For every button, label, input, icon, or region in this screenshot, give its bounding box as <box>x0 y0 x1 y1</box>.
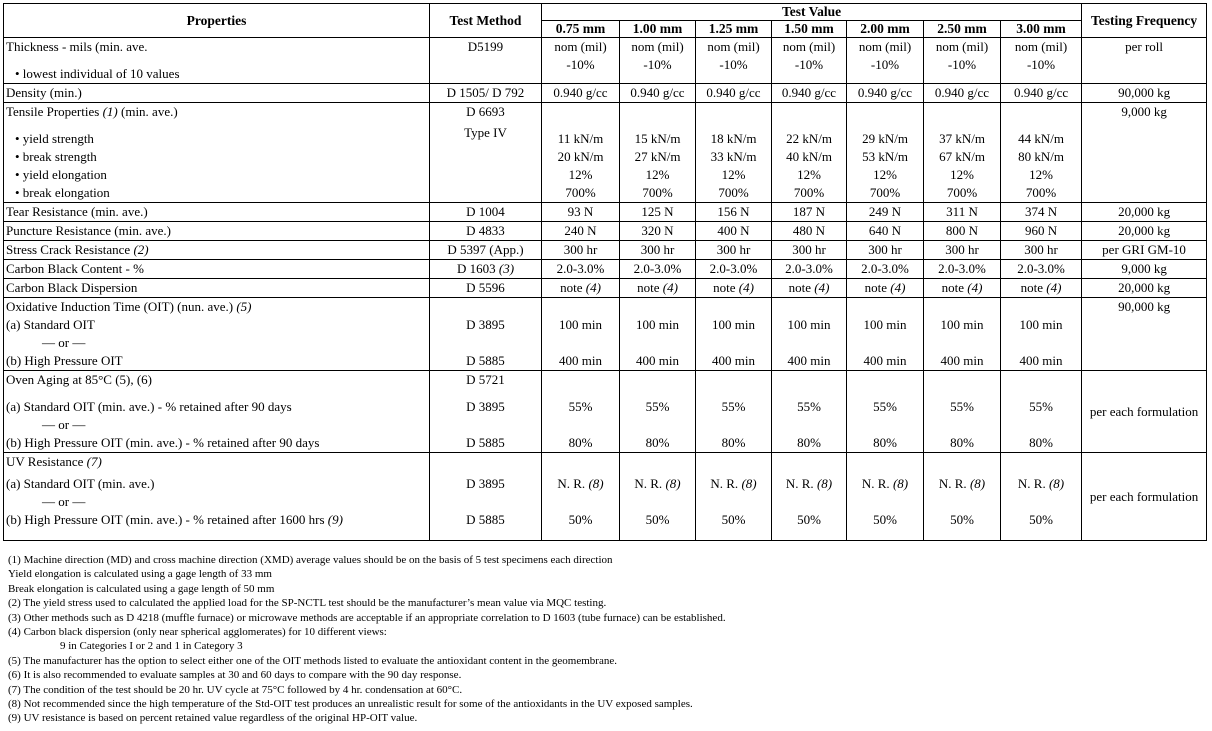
oit-values: 100 min 400 min <box>1001 298 1082 371</box>
oven-method: D 5721 <box>466 372 505 387</box>
uv-hp-method: D 5885 <box>466 512 505 527</box>
tear-value: 311 N <box>924 203 1001 222</box>
tear-value: 93 N <box>542 203 620 222</box>
stress-crack-label-cell <box>4 241 430 260</box>
carbon-content-value: 2.0-3.0% <box>542 260 620 279</box>
tensile-method-type: Type IV <box>464 125 507 140</box>
carbon-content-label: Carbon Black Content - % <box>4 260 430 279</box>
puncture-value: 640 N <box>847 222 924 241</box>
oven-label-cell <box>4 371 430 453</box>
footnote: Break elongation is calculated using a gage length of 50 mm <box>8 582 275 595</box>
header-row-1 <box>4 4 1207 21</box>
stress-crack-value: 300 hr <box>924 241 1001 260</box>
density-value: 0.940 g/cc <box>542 84 620 103</box>
footnote: (4) Carbon black dispersion (only near spherical agglomerates) for 10 different views: <box>8 626 387 639</box>
carbon-dispersion-frequency: 20,000 kg <box>1082 279 1207 298</box>
density-value: 0.940 g/cc <box>847 84 924 103</box>
footnote: 9 in Categories I or 2 and 1 in Category 3 <box>60 640 243 653</box>
carbon-dispersion-value: note (4) <box>696 279 772 298</box>
carbon-dispersion-value: note (4) <box>847 279 924 298</box>
density-value: 0.940 g/cc <box>772 84 847 103</box>
stress-crack-value: 300 hr <box>847 241 924 260</box>
footnote: (9) UV resistance is based on percent retained value regardless of the original HP-OIT value. <box>8 712 418 725</box>
tear-value: 156 N <box>696 203 772 222</box>
thickness-value: nom (mil) -10% <box>696 38 772 84</box>
footnote: (5) The manufacturer has the option to select either one of the OIT methods listed to evaluate the antioxidant content in the geomembrane. <box>8 654 617 667</box>
tensile-sub: • break strength <box>15 149 97 164</box>
stress-crack-value: 300 hr <box>620 241 696 260</box>
tensile-method-cell <box>430 103 542 203</box>
oit-values: 100 min 400 min <box>924 298 1001 371</box>
tear-frequency: 20,000 kg <box>1082 203 1207 222</box>
puncture-value: 400 N <box>696 222 772 241</box>
tear-value: 249 N <box>847 203 924 222</box>
carbon-content-value: 2.0-3.0% <box>696 260 772 279</box>
tensile-label: Tensile Properties <box>6 104 100 119</box>
uv-values: N. R. (8) 50% <box>542 453 620 541</box>
puncture-value: 960 N <box>1001 222 1082 241</box>
oit-values: 100 min 400 min <box>772 298 847 371</box>
header-test-method: Test Method <box>430 4 542 38</box>
puncture-value: 320 N <box>620 222 696 241</box>
puncture-value: 240 N <box>542 222 620 241</box>
row-density <box>4 84 1207 103</box>
row-uv <box>4 453 1207 541</box>
oven-values: 55% 80% <box>542 371 620 453</box>
header-thickness: 2.50 mm <box>924 21 1001 38</box>
oit-values: 100 min 400 min <box>847 298 924 371</box>
oit-hp-method: D 5885 <box>466 353 505 368</box>
carbon-content-method-cell <box>430 260 542 279</box>
header-thickness: 2.00 mm <box>847 21 924 38</box>
density-label: Density (min.) <box>4 84 430 103</box>
uv-note: (7) <box>86 454 102 469</box>
oit-std-method: D 3895 <box>466 317 505 332</box>
header-frequency: Testing Frequency <box>1082 4 1207 38</box>
density-value: 0.940 g/cc <box>696 84 772 103</box>
tear-value: 374 N <box>1001 203 1082 222</box>
puncture-label: Puncture Resistance (min. ave.) <box>4 222 430 241</box>
tensile-values: 29 kN/m 53 kN/m 12% 700% <box>847 103 924 203</box>
row-tensile <box>4 103 1207 203</box>
oit-values: 100 min 400 min <box>542 298 620 371</box>
tensile-values: 22 kN/m 40 kN/m 12% 700% <box>772 103 847 203</box>
stress-crack-method: D 5397 (App.) <box>430 241 542 260</box>
row-oven-aging <box>4 371 1207 453</box>
oit-values: 100 min 400 min <box>696 298 772 371</box>
tensile-note: (1) <box>102 104 118 119</box>
tensile-values: 44 kN/m 80 kN/m 12% 700% <box>1001 103 1082 203</box>
carbon-content-note: (3) <box>498 261 515 276</box>
oven-method-cell <box>430 371 542 453</box>
oit-std-label: (a) Standard OIT <box>6 317 95 332</box>
uv-std-method: D 3895 <box>466 476 505 491</box>
oven-values: 55% 80% <box>696 371 772 453</box>
header-thickness: 1.25 mm <box>696 21 772 38</box>
stress-crack-frequency: per GRI GM-10 <box>1082 241 1207 260</box>
density-method: D 1505/ D 792 <box>430 84 542 103</box>
oit-label-cell <box>4 298 430 371</box>
header-properties: Properties <box>4 4 430 38</box>
oven-values: 55% 80% <box>772 371 847 453</box>
thickness-value: nom (mil) -10% <box>1001 38 1082 84</box>
uv-hp-label: (b) High Pressure OIT (min. ave.) - % retained after 1600 hrs <box>6 512 325 527</box>
stress-crack-value: 300 hr <box>542 241 620 260</box>
thickness-value: nom (mil) -10% <box>542 38 620 84</box>
uv-values: N. R. (8) 50% <box>696 453 772 541</box>
stress-crack-note: (2) <box>133 242 149 257</box>
oven-label: Oven Aging at 85°C (5), (6) <box>6 372 153 387</box>
tensile-sub: • break elongation <box>15 185 110 200</box>
specification-table <box>3 3 1207 541</box>
row-carbon-content <box>4 260 1207 279</box>
oven-std-label: (a) Standard OIT (min. ave.) - % retained after 90 days <box>6 399 292 414</box>
carbon-dispersion-method: D 5596 <box>430 279 542 298</box>
uv-values: N. R. (8) 50% <box>772 453 847 541</box>
thickness-sub: • lowest individual of 10 values <box>15 66 180 81</box>
oven-hp-method: D 5885 <box>466 435 505 450</box>
uv-std-label: (a) Standard OIT (min. ave.) <box>6 476 155 491</box>
row-puncture <box>4 222 1207 241</box>
tensile-values: 18 kN/m 33 kN/m 12% 700% <box>696 103 772 203</box>
uv-hp-note: (9) <box>327 512 343 527</box>
tear-value: 187 N <box>772 203 847 222</box>
tear-label: Tear Resistance (min. ave.) <box>4 203 430 222</box>
uv-frequency: per each formulation <box>1082 453 1207 541</box>
footnote: (8) Not recommended since the high temperature of the Std-OIT test produces an unrealistic result for some of the antioxidants in the UV exposed samples. <box>8 698 693 711</box>
footnote: (7) The condition of the test should be 20 hr. UV cycle at 75°C followed by 4 hr. condensation at 60°C. <box>8 683 463 696</box>
carbon-content-value: 2.0-3.0% <box>772 260 847 279</box>
oit-values: 100 min 400 min <box>620 298 696 371</box>
thickness-label: Thickness - mils (min. ave. <box>6 39 148 54</box>
puncture-frequency: 20,000 kg <box>1082 222 1207 241</box>
oit-hp-label: (b) High Pressure OIT <box>6 353 123 368</box>
tensile-method: D 6693 <box>466 104 505 119</box>
oit-or: — or — <box>42 335 86 350</box>
stress-crack-value: 300 hr <box>772 241 847 260</box>
thickness-method: D5199 <box>430 38 542 84</box>
tensile-values: 11 kN/m 20 kN/m 12% 700% <box>542 103 620 203</box>
oven-or: — or — <box>42 417 86 432</box>
tensile-frequency: 9,000 kg <box>1082 103 1207 203</box>
stress-crack-value: 300 hr <box>1001 241 1082 260</box>
thickness-value: nom (mil) -10% <box>924 38 1001 84</box>
footnote: Yield elongation is calculated using a gage length of 33 mm <box>8 568 272 581</box>
oven-std-method: D 3895 <box>466 399 505 414</box>
uv-values: N. R. (8) 50% <box>1001 453 1082 541</box>
row-thickness <box>4 38 1207 84</box>
header-test-value: Test Value <box>542 4 1082 21</box>
stress-crack-value: 300 hr <box>696 241 772 260</box>
density-value: 0.940 g/cc <box>620 84 696 103</box>
uv-label: UV Resistance <box>6 454 84 469</box>
header-thickness: 0.75 mm <box>542 21 620 38</box>
header-thickness: 1.00 mm <box>620 21 696 38</box>
uv-label-cell <box>4 453 430 541</box>
puncture-method: D 4833 <box>430 222 542 241</box>
oven-values: 55% 80% <box>924 371 1001 453</box>
row-tear <box>4 203 1207 222</box>
carbon-content-value: 2.0-3.0% <box>847 260 924 279</box>
tensile-sub: • yield elongation <box>15 167 107 182</box>
carbon-dispersion-value: note (4) <box>542 279 620 298</box>
footnote: (2) The yield stress used to calculated the applied load for the SP-NCTL test should be the manufacturer’s mean value via MQC testing. <box>8 597 607 610</box>
row-carbon-dispersion <box>4 279 1207 298</box>
tensile-label-suffix: (min. ave.) <box>121 104 178 119</box>
uv-method-cell <box>430 453 542 541</box>
oit-label: Oxidative Induction Time (OIT) (nun. ave.) <box>6 299 234 314</box>
tensile-sub: • yield strength <box>15 131 94 146</box>
carbon-dispersion-value: note (4) <box>1001 279 1082 298</box>
footnote: (1) Machine direction (MD) and cross machine direction (XMD) average values should be on the basis of 5 test specimens each direction <box>8 554 613 566</box>
tensile-values: 37 kN/m 67 kN/m 12% 700% <box>924 103 1001 203</box>
uv-values: N. R. (8) 50% <box>924 453 1001 541</box>
tear-method: D 1004 <box>430 203 542 222</box>
thickness-value: nom (mil) -10% <box>847 38 924 84</box>
density-frequency: 90,000 kg <box>1082 84 1207 103</box>
oit-note: (5) <box>236 299 252 314</box>
uv-values: N. R. (8) 50% <box>847 453 924 541</box>
carbon-dispersion-value: note (4) <box>772 279 847 298</box>
tensile-values: 15 kN/m 27 kN/m 12% 700% <box>620 103 696 203</box>
oven-frequency: per each formulation <box>1082 371 1207 453</box>
thickness-value: nom (mil) -10% <box>620 38 696 84</box>
oven-values: 55% 80% <box>1001 371 1082 453</box>
tensile-label-cell <box>4 103 430 203</box>
tear-value: 125 N <box>620 203 696 222</box>
carbon-content-value: 2.0-3.0% <box>620 260 696 279</box>
carbon-dispersion-value: note (4) <box>924 279 1001 298</box>
footnote: (3) Other methods such as D 4218 (muffle furnace) or microwave methods are acceptable if an appropriate correlation to D 1603 (tube furnace) can be established. <box>8 611 726 624</box>
carbon-dispersion-value: note (4) <box>620 279 696 298</box>
row-stress-crack <box>4 241 1207 260</box>
footnotes <box>8 553 1198 726</box>
oven-values: 55% 80% <box>620 371 696 453</box>
oit-method-cell <box>430 298 542 371</box>
thickness-frequency: per roll <box>1082 38 1207 84</box>
carbon-dispersion-label: Carbon Black Dispersion <box>4 279 430 298</box>
uv-values: N. R. (8) 50% <box>620 453 696 541</box>
header-thickness: 3.00 mm <box>1001 21 1082 38</box>
thickness-value: nom (mil) -10% <box>772 38 847 84</box>
footnote: (6) It is also recommended to evaluate samples at 30 and 60 days to compare with the 90 day response. <box>8 669 462 682</box>
thickness-label-cell <box>4 38 430 84</box>
header-thickness: 1.50 mm <box>772 21 847 38</box>
density-value: 0.940 g/cc <box>924 84 1001 103</box>
carbon-content-value: 2.0-3.0% <box>924 260 1001 279</box>
density-value: 0.940 g/cc <box>1001 84 1082 103</box>
carbon-content-method: D 1603 <box>456 261 496 276</box>
oit-frequency: 90,000 kg <box>1082 298 1207 371</box>
oven-hp-label: (b) High Pressure OIT (min. ave.) - % retained after 90 days <box>6 435 320 450</box>
row-oit <box>4 298 1207 371</box>
carbon-content-frequency: 9,000 kg <box>1082 260 1207 279</box>
uv-or: — or — <box>42 494 86 509</box>
carbon-content-value: 2.0-3.0% <box>1001 260 1082 279</box>
puncture-value: 800 N <box>924 222 1001 241</box>
oven-values: 55% 80% <box>847 371 924 453</box>
puncture-value: 480 N <box>772 222 847 241</box>
stress-crack-label: Stress Crack Resistance <box>6 242 131 257</box>
